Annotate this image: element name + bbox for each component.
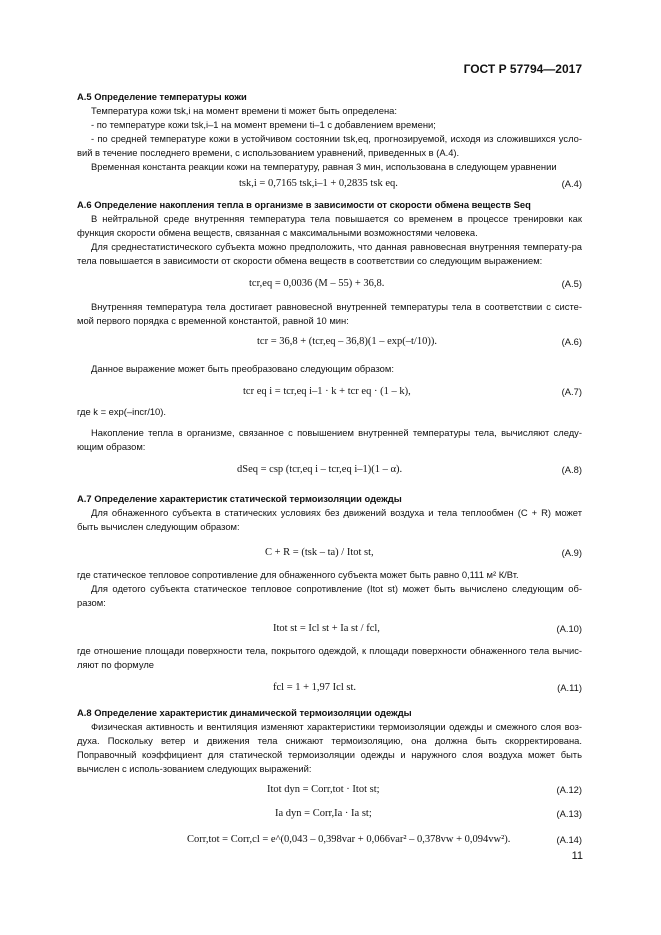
equation-number: (А.5) [561, 278, 582, 289]
paragraph: Внутренняя температура тела достигает равновесной внутренней температуры тела в соответствии с систе-мой первого порядка с временной константой, равной 10 мин: [77, 301, 582, 326]
equation-a11 [77, 678, 582, 698]
equation-number: (А.13) [556, 808, 582, 819]
paragraph: Накопление тепла в организме, связанное с повышением внутренней температуры тела, вычисляют следу-ющим образом: [77, 427, 582, 452]
equation-formula: tcr = 36,8 + (tcr,eq – 36,8)(1 – exp(–t/10)). [257, 336, 437, 347]
equation-a14 [77, 830, 582, 852]
equation-number: (А.8) [561, 464, 582, 475]
equation-a7 [77, 382, 582, 402]
equation-formula: tsk,i = 0,7165 tsk,i–1 + 0,2835 tsk eq. [239, 178, 398, 189]
page-content [77, 90, 582, 852]
paragraph: Для среднестатистического субъекта можно предположить, что данная равновесная внутренняя температу-ра тела повышается в зависимости от скорости обмена веществ в соответствии со следующим выражением: [77, 241, 582, 266]
paragraph: где статическое тепловое сопротивление для обнаженного субъекта может быть равно 0,111 м² К/Вт. [77, 569, 519, 580]
equation-formula: Itot st = Icl st + Ia st / fcl, [273, 623, 380, 634]
paragraph: Для одетого субъекта статическое тепловое сопротивление (Itot st) может быть вычислено следующим об-разом: [77, 583, 582, 608]
equation-a4 [77, 174, 582, 194]
paragraph: Физическая активность и вентиляция изменяют характеристики термоизоляции одежды и смежного слоя воз-духа. Поскольку ветер и движения тела снижают термоизоляцию, она должна быть скорректирована. Поправочный коэффициент для статической термоизоляции одежды и наружного слоя воздуха может быть вычислен с исполь-зованием следующих выражений: [77, 721, 582, 774]
equation-a10 [77, 614, 582, 644]
paragraph: В нейтральной среде внутренняя температура тела повышается со временем в процессе тренировки как функция скорости обмена веществ, связанная с максимальными возможностями человека. [77, 213, 582, 238]
equation-formula: dSeq = csp (tcr,eq i – tcr,eq i–1)(1 – α). [237, 464, 403, 475]
equation-number: (А.9) [561, 547, 582, 558]
paragraph: - по температуре кожи tsk,i–1 на момент времени ti–1 с добавлением времени; [91, 119, 436, 130]
equation-a5 [77, 274, 582, 294]
paragraph: Временная константа реакции кожи на температуру, равная 3 мин, использована в следующем уравнении [91, 161, 557, 172]
paragraph: Данное выражение может быть преобразовано следующим образом: [91, 363, 394, 374]
equation-formula: fcl = 1 + 1,97 Icl st. [273, 682, 356, 693]
equation-a6 [77, 332, 582, 356]
section-a6-title: А.6 Определение накопления тепла в организме в зависимости от скорости обмена веществ Seq [77, 199, 531, 210]
equation-formula: Ia dyn = Corr,Ia · Ia st; [275, 808, 372, 819]
section-a7-title: А.7 Определение характеристик статической термоизоляции одежды [77, 493, 402, 504]
where-clause: где k = exp(–incr/10). [77, 406, 166, 417]
equation-formula: Itot dyn = Corr,tot · Itot st; [267, 784, 380, 795]
equation-formula: tcr,eq = 0,0036 (M – 55) + 36,8. [249, 278, 385, 289]
page-number: 11 [571, 850, 583, 862]
paragraph: Температура кожи tsk,i на момент времени ti может быть определена: [91, 105, 397, 116]
equation-number: (А.6) [561, 336, 582, 347]
section-a5-title: А.5 Определение температуры кожи [77, 91, 247, 102]
equation-number: (А.12) [556, 784, 582, 795]
paragraph: Для обнаженного субъекта в статических условиях без движений воздуха и тела теплообмен (C + R) может быть вычислен следующим образом: [77, 507, 582, 532]
equation-a12 [77, 780, 582, 800]
section-a8-title: А.8 Определение характеристик динамической термоизоляции одежды [77, 707, 412, 718]
equation-number: (А.14) [556, 834, 582, 845]
equation-a13 [77, 804, 582, 824]
equation-formula: Corr,tot = Corr,cl = e^(0,043 – 0,398var + 0,066var² – 0,378vw + 0,094vw²). [187, 834, 511, 845]
equation-formula: C + R = (tsk – ta) / Itot st, [265, 547, 374, 558]
equation-formula: tcr eq i = tcr,eq i–1 · k + tcr eq · (1 – k), [243, 386, 411, 397]
equation-number: (А.7) [561, 386, 582, 397]
equation-a8 [77, 460, 582, 482]
equation-number: (А.10) [556, 623, 582, 634]
equation-number: (А.11) [557, 682, 582, 693]
equation-a9 [77, 538, 582, 568]
paragraph: где отношение площади поверхности тела, покрытого одеждой, к площади поверхности обнаженного тела вычис-ляют по формуле [77, 645, 582, 670]
equation-number: (А.4) [561, 178, 582, 189]
document-code-header: ГОСТ Р 57794—2017 [463, 62, 582, 76]
paragraph: - по средней температуре кожи в устойчивом состоянии tsk,eq, прогнозируемой, исходя из сложившихся усло-вий в течение последнего времени, с использованием уравнений, приведенных в (А.4). [77, 133, 582, 158]
